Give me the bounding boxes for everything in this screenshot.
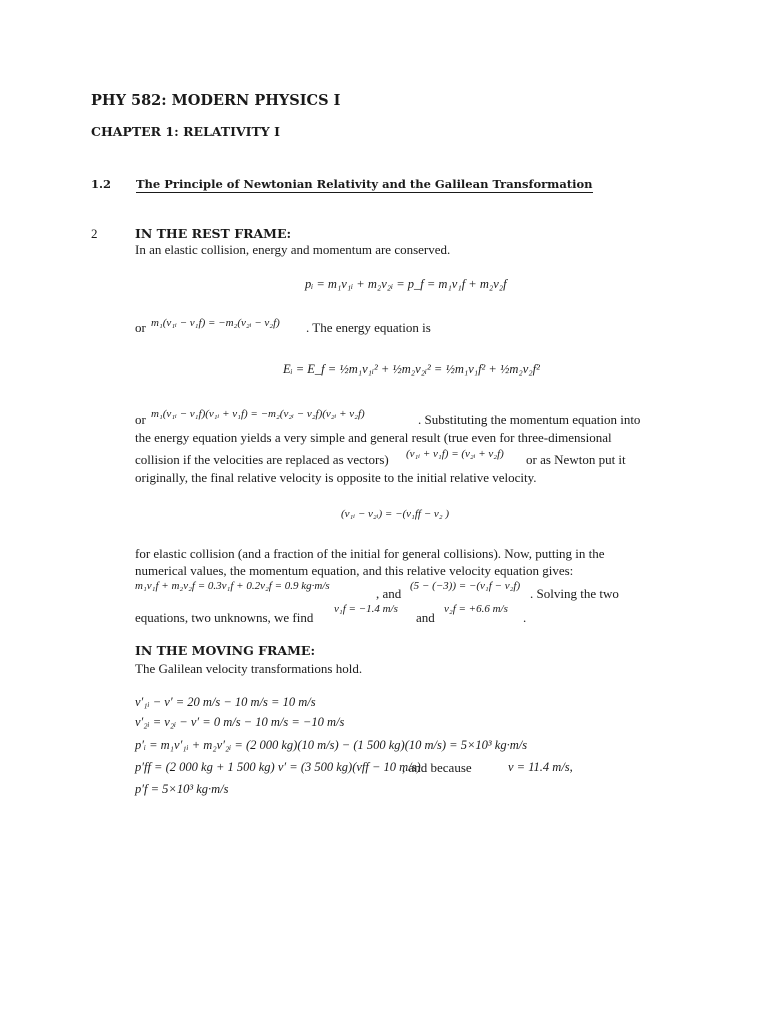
moving-frame-because-text: , and because [402,760,472,775]
numeric-text-2: numerical values, the momentum equation, and this relative velocity equation gives: [135,563,574,578]
newton-text: or as Newton put it [526,452,626,467]
relative-velocity-sum-equation: (v₁ᵢ + v₁f) = (v₂ᵢ + v₂f) [406,448,504,460]
numeric-text-1: for elastic collision (and a fraction of the initial for general collisions). Now, putting in the [135,546,605,561]
numeric-relative-equation: (5 − (−3)) = −(v₁f − v₂f) [410,580,521,592]
moving-frame-line-4: p′ff = (2 000 kg + 1 500 kg) v′ = (3 500 kg)(vff − 10 m/s) [135,760,421,774]
momentum-rearranged-equation: m₁(v₁ᵢ − v₁f) = −m₂(v₂ᵢ − v₂f) [151,317,280,329]
v2f-result: v₂f = +6.6 m/s [444,603,508,615]
relative-velocity-text: originally, the final relative velocity is opposite to the initial relative velocity. [135,470,537,485]
problem-number: 2 [91,226,98,241]
v1f-result: v₁f = −1.4 m/s [334,603,398,615]
period: . [523,610,527,625]
and-label-1: , and [376,586,402,601]
moving-frame-line-3: p′ᵢ = m₁v′₁ᵢ + m₂v′₂ᵢ = (2 000 kg)(10 m/s) − (1 500 kg)(10 m/s) = 5×10³ kg·m/s [135,738,528,752]
solving-text: . Solving the two [530,586,619,601]
energy-equation: Eᵢ = E_f = ½m₁v₁ᵢ² + ½m₂v₂ᵢ² = ½m₁v₁f² + ½m₂v₂f² [283,362,540,376]
substitution-text-1: . Substituting the momentum equation into [418,412,641,427]
chapter-title: CHAPTER 1: RELATIVITY I [91,124,280,139]
equations-text: equations, two unknowns, we find [135,610,314,625]
rest-frame-heading: IN THE REST FRAME: [135,226,292,241]
moving-frame-line-1: v′₁ᵢ − v′ = 20 m/s − 10 m/s = 10 m/s [135,695,316,709]
section-number: 1.2 [91,177,112,191]
or-label-2: or [135,412,146,427]
section-title: The Principle of Newtonian Relativity and the Galilean Transformation [136,177,593,191]
energy-factored-equation: m₁(v₁ᵢ − v₁f)(v₁ᵢ + v₁f) = −m₂(v₂ᵢ − v₂f)(v₂ᵢ + v₂f) [151,408,365,420]
moving-frame-line-2: v′₂ᵢ = v₂ᵢ − v′ = 0 m/s − 10 m/s = −10 m/s [135,715,345,729]
or-label-1: or [135,320,146,335]
moving-frame-heading: IN THE MOVING FRAME: [135,643,316,658]
numeric-momentum-equation: m₁v₁f + m₂v₂f = 0.3v₁f + 0.2v₂f = 0.9 kg·m/s [135,580,330,592]
moving-frame-v-value: v = 11.4 m/s, [508,760,573,774]
and-label-2: and [416,610,435,625]
rest-frame-intro: In an elastic collision, energy and momentum are conserved. [135,242,451,257]
relative-velocity-equation: (v₁ᵢ − v₂ᵢ) = −(v₁ff − v₂ ) [341,508,450,520]
course-title: PHY 582: MODERN PHYSICS I [91,92,341,109]
energy-intro-text: . The energy equation is [306,320,431,335]
substitution-text-2: the energy equation yields a very simple and general result (true even for three-dimensional [135,430,612,445]
moving-frame-intro: The Galilean velocity transformations hold. [135,661,363,676]
substitution-text-3: collision if the velocities are replaced as vectors) [135,452,389,467]
momentum-equation: pᵢ = m₁v₁ᵢ + m₂v₂ᵢ = p_f = m₁v₁f + m₂v₂f [305,277,507,291]
moving-frame-line-5: p′f = 5×10³ kg·m/s [135,782,229,796]
